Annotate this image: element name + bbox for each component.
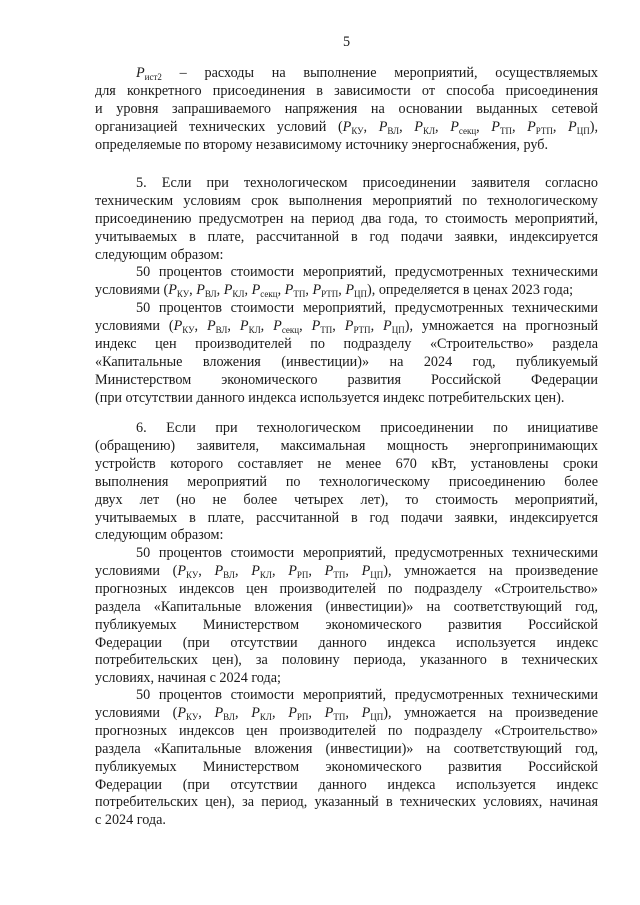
paragraph-item-6-part-2	[95, 687, 598, 830]
text-line: двух лет (но не более четырех лет), то стоимость мероприятий,	[95, 491, 598, 508]
text-line: Министерством экономического развития Российской Федерации	[95, 371, 598, 388]
text-line: потребительских цен), за период, указанный в технических условиях, начиная	[95, 794, 598, 811]
paragraph-item-5	[95, 175, 598, 265]
text-line: публикуемых Министерством экономического развития Российской	[95, 758, 598, 775]
page-number: 5	[342, 34, 351, 50]
paragraph-item-5-part-2	[95, 300, 598, 407]
text-line: учитываемых в плате, рассчитанной в год подачи заявки, индексируется	[95, 228, 598, 245]
text-line: для конкретного присоединения в зависимости от способа присоединения	[95, 82, 598, 99]
text-line: (обращению) заявителя, максимальная мощность энергопринимающих	[95, 437, 598, 454]
text-line: техническим условиям срок выполнения мероприятий по технологическому	[95, 192, 598, 209]
text-line: индекс цен производителей по подразделу «Строительство» раздела	[95, 335, 598, 352]
text-line: следующим образом:	[95, 246, 224, 263]
text-line: $P_{ист2}$ – расходы на выполнение мероприятий, осуществляемых	[136, 65, 598, 82]
text-line: (при отсутствии данного индекса используется индекс потребительских цен).	[95, 389, 565, 406]
text-line: потребительских цен), за половину периода, указанного в технических	[95, 652, 598, 669]
text-line: 50 процентов стоимости мероприятий, предусмотренных техническими	[136, 300, 598, 316]
text-line: организацией технических условий ($P_{КУ}$, $P_{ВЛ}$, $P_{КЛ}$, $P_{секц}$, $P_{ТП}$, $P_{РТП}$, $P_{ЦП}$),	[95, 118, 598, 136]
text-line: условиями ($P_{КУ}$, $P_{ВЛ}$, $P_{КЛ}$, $P_{РП}$, $P_{ТП}$, $P_{ЦП}$), умножается на произведение	[95, 562, 599, 580]
paragraph-item-5-part-1	[95, 264, 598, 300]
text-line: 50 процентов стоимости мероприятий, предусмотренных техническими	[136, 687, 598, 703]
text-line: учитываемых в плате, рассчитанной в год подачи заявки, индексируется	[95, 509, 598, 526]
text-line: присоединению предусмотрен на период два года, то стоимость мероприятий,	[95, 210, 598, 227]
text-line: условиями ($P_{КУ}$, $P_{ВЛ}$, $P_{КЛ}$, $P_{секц}$, $P_{ТП}$, $P_{РТП}$, $P_{ЦП}$), умножается на прогнозный	[95, 317, 599, 335]
text-line: публикуемых Министерством экономического развития Российской	[95, 616, 598, 633]
text-line: условиями ($P_{КУ}$, $P_{ВЛ}$, $P_{КЛ}$, $P_{секц}$, $P_{ТП}$, $P_{РТП}$, $P_{ЦП}$), определяется в ценах 2023 года;	[95, 281, 574, 299]
paragraph-p-ist2	[95, 65, 598, 155]
paragraph-item-6	[95, 420, 598, 545]
text-line: раздела «Капитальные вложения (инвестиции)» на соответствующий год,	[95, 598, 598, 615]
text-line: и уровня запрашиваемого напряжения на основании выданных сетевой	[95, 100, 598, 117]
text-line: 5. Если при технологическом присоединении заявителя согласно	[136, 175, 598, 191]
text-line: с 2024 года.	[95, 812, 166, 829]
text-line: Федерации (при отсутствии данного индекса используется индекс	[95, 634, 598, 651]
text-line: Федерации (при отсутствии данного индекса используется индекс	[95, 776, 598, 793]
paragraph-item-6-part-1	[95, 545, 598, 688]
text-line: следующим образом:	[95, 527, 224, 544]
text-line: «Капитальные вложения (инвестиции)» на 2024 год, публикуемый	[95, 353, 598, 370]
text-line: 50 процентов стоимости мероприятий, предусмотренных техническими	[136, 545, 598, 561]
text-line: 6. Если при технологическом присоединении по инициативе	[136, 420, 598, 436]
text-line: прогнозных индексов цен производителей по подразделу «Строительство»	[95, 722, 598, 739]
text-line: условиях, начиная с 2024 года;	[95, 670, 281, 687]
text-line: условиями ($P_{КУ}$, $P_{ВЛ}$, $P_{КЛ}$, $P_{РП}$, $P_{ТП}$, $P_{ЦП}$), умножается на произведение	[95, 704, 599, 722]
text-line: 50 процентов стоимости мероприятий, предусмотренных техническими	[136, 264, 598, 280]
text-line: определяемые по второму независимому источнику энергоснабжения, руб.	[95, 136, 549, 153]
text-line: выполнения мероприятий по технологическому присоединению более	[95, 473, 598, 490]
text-line: прогнозных индексов цен производителей по подразделу «Строительство»	[95, 580, 598, 597]
text-line: устройств которого составляет не менее 670 кВт, установлены сроки	[95, 455, 598, 472]
text-line: раздела «Капитальные вложения (инвестиции)» на соответствующий год,	[95, 740, 598, 757]
